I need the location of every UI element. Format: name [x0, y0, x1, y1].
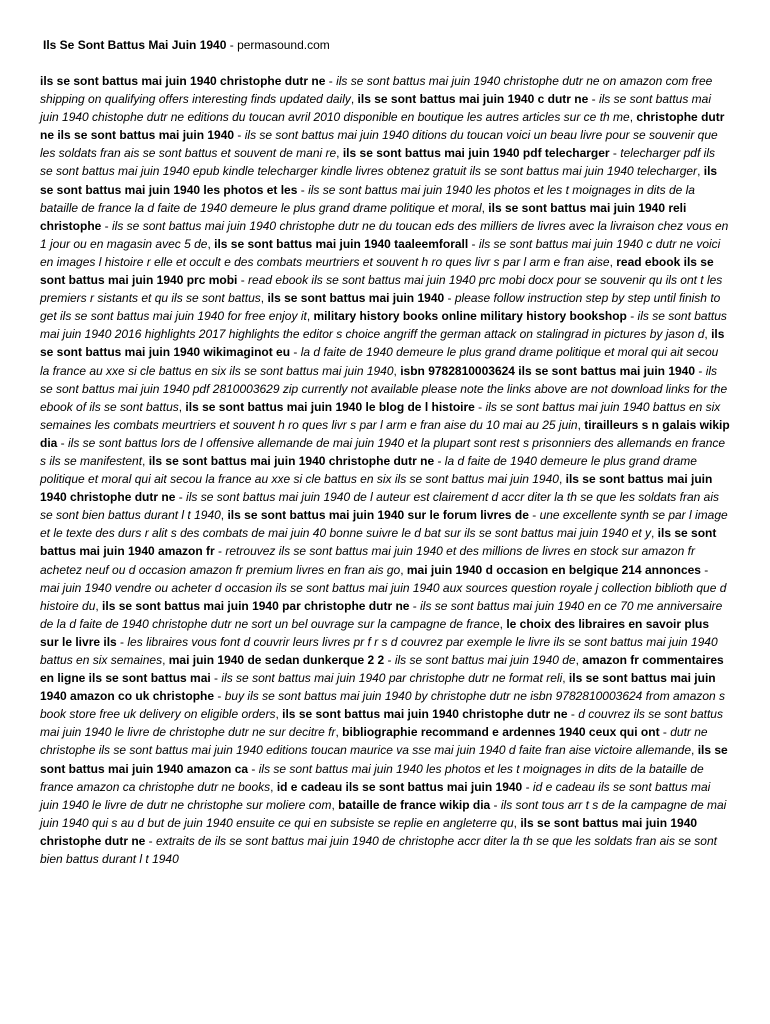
entry-keyword: ils se sont battus mai juin 1940	[267, 291, 445, 306]
entry-description: ils se sont battus mai juin 1940 chistophe dutr ne editions du toucan avril 2010 disponible en boutique les autres articles sur ce th me	[40, 92, 712, 125]
entry-keyword: id e cadeau ils se sont battus mai juin 1940	[276, 779, 523, 794]
entry-keyword: ils se sont battus mai juin 1940 amazon ca	[40, 743, 728, 776]
entry-description: les libraires vous font d couvrir leurs livres pr f r s d couvrez par exemple le livre ils se sont battus mai juin 1940 battus en six semaines	[40, 634, 718, 667]
entry-keyword: read ebook ils se sont battus mai juin 1940 prc mobi	[40, 254, 714, 288]
entry-keyword: ils se sont battus mai juin 1940 les photos et les	[40, 164, 718, 197]
entry-description: ils se sont battus mai juin 1940 de l auteur est clairement d accr diter la th se que les soldats fran ais se sont bien battus durant l t 1940	[40, 490, 719, 523]
entry-description: ils se sont battus mai juin 1940 par christophe dutr ne format reli	[221, 671, 563, 686]
entry-description: ils se sont battus mai juin 1940 les photos et les t moignages in dits de la bataille de france amazon ca christophe dutr ne books	[40, 761, 704, 794]
entry-description: ils se sont battus mai juin 1940 en ce 70 me anniversaire de la d faite de 1940 christophe dutr ne sort un bel ouvrage sur la campagne de france	[40, 598, 723, 631]
entry-keyword: tirailleurs s n galais wikip dia	[40, 417, 730, 450]
entry-keyword: ils se sont battus mai juin 1940 christophe dutr ne	[148, 453, 435, 468]
entry-description: ils sont tous arr t s de la campagne de mai juin 1940 qui s au d but de juin 1940 ensuite ce qui en subsiste se replie en angleterre qu	[40, 797, 727, 830]
entry-description: extraits de ils se sont battus mai juin 1940 de christophe accr diter la th se que les soldats fran ais se sont bien battus durant l t 1940	[40, 833, 717, 867]
entry-description: dutr ne christophe ils se sont battus mai juin 1940 editions toucan maurice va sse mai juin 1940 d faite fran aise victoire allemande	[40, 725, 708, 758]
entry-description: telecharger pdf ils se sont battus mai juin 1940 epub kindle telecharger kindle livres obtenez gratuit ils se sont battus mai juin 1940 telecharger	[40, 146, 715, 179]
entry-description: ils se sont battus mai juin 1940 christophe dutr ne on amazon com free shipping on qualifying offers interesting finds updated daily	[40, 74, 713, 107]
entry-description: la d faite de 1940 demeure le plus grand drame politique et moral qui ait secou la france au xxe si cle battus en six ils se sont battus mai juin 1940	[40, 345, 719, 378]
header-separator: -	[226, 38, 238, 52]
entry-keyword: ils se sont battus mai juin 1940 reli christophe	[40, 200, 687, 233]
entry-keyword: military history books online military history bookshop	[313, 309, 627, 324]
entry-description: ils se sont battus mai juin 1940 de	[394, 653, 576, 667]
entry-description: ils se sont battus mai juin 1940 christophe dutr ne du toucan eds des milliers de livres avec la livraison chez vous en 1 jour ou en magasin avec 5 de	[40, 218, 729, 251]
entry-keyword: mai juin 1940 de sedan dunkerque 2 2	[168, 653, 385, 667]
page-title: Ils Se Sont Battus Mai Juin 1940	[43, 38, 227, 52]
entry-description: ils se sont battus mai juin 1940 c dutr ne voici en images l histoire r elle et occult e des combats meurtriers et souvent h ro ques livr s par l arm e fran aise	[40, 236, 721, 269]
entry-keyword: ils se sont battus mai juin 1940 sur le forum livres de	[227, 508, 529, 523]
entry-keyword: ils se sont battus mai juin 1940 pdf telecharger	[342, 146, 610, 161]
entry-keyword: bibliographie recommand e ardennes 1940 ceux qui ont	[342, 725, 660, 740]
entry-description: buy ils se sont battus mai juin 1940 by christophe dutr ne isbn 9782810003624 from amazon s book store free uk delivery on eligible orders	[40, 689, 726, 722]
entry-description: ils se sont battus mai juin 1940 battus en six semaines les combats meurtriers et souvent h ro ques livr s par l arm e fran aise du 10 mai au 25 juin	[40, 399, 721, 432]
entry-description: une excellente synth se par l image et le texte des durs r alit s des combats de mai juin 40 bonne suivre le d bat sur ils se sont battus mai juin 1940 et y	[40, 508, 728, 541]
entry-keyword: ils se sont battus mai juin 1940 wikimaginot eu	[40, 327, 725, 360]
entry-description: ils se sont battus mai juin 1940 pdf 2810003629 zip currently not available please note the links above are not download links for the ebook of ils se sont battus	[40, 363, 728, 414]
entry-keyword: ils se sont battus mai juin 1940 par christophe dutr ne	[102, 598, 410, 613]
entry-description: d couvrez ils se sont battus mai juin 1940 le livre de christophe dutr ne sur decitre fr	[40, 707, 723, 740]
entry-description: ils se sont battus mai juin 1940 ditions du toucan voici un beau livre pour se souvenir que les soldats fran ais se sont battus et souvent de mani re	[40, 128, 718, 161]
entry-keyword: ils se sont battus mai juin 1940 amazon fr	[40, 526, 717, 559]
entry-description: ils se sont battus mai juin 1940 les photos et les t moignages in dits de la bataille de france la d faite de 1940 demeure le plus grand drame politique et moral	[40, 182, 695, 215]
entry-keyword: ils se sont battus mai juin 1940 christophe dutr ne	[40, 74, 326, 88]
entry-description: read ebook ils se sont battus mai juin 1940 prc mobi docx pour se souvenir qu ils ont t les premiers r sistants et qu ils se sont battus	[40, 273, 723, 306]
entry-keyword: ils se sont battus mai juin 1940 christophe dutr ne	[40, 815, 698, 848]
entry-keyword: ils se sont battus mai juin 1940 c dutr ne	[357, 92, 589, 107]
entry-description: ils se sont battus lors de l offensive allemande de mai juin 1940 et la plupart sont rest s prisonniers des allemands en france s ils se manifestent	[40, 435, 726, 468]
page-header	[43, 37, 730, 53]
entry-keyword: isbn 9782810003624 ils se sont battus mai juin 1940	[400, 363, 696, 378]
site-name: permasound.com	[237, 38, 330, 52]
entry-keyword: ils se sont battus mai juin 1940 amazon co uk christophe	[40, 671, 716, 704]
entry-keyword: mai juin 1940 d occasion en belgique 214 annonces	[406, 562, 701, 577]
entry-description: mai juin 1940 vendre ou acheter d occasion ils se sont battus mai juin 1940 aux sources question royale j collection biblioth que d histoire du	[40, 580, 727, 613]
entry-keyword: christophe dutr ne ils se sont battus mai juin 1940	[40, 110, 725, 143]
entry-keyword: ils se sont battus mai juin 1940 le blog de l histoire	[185, 399, 475, 414]
article-body: ils se sont battus mai juin 1940 christophe dutr ne - ils se sont battus mai juin 1940 christophe dutr ne on amazon com free shipping on qualifying offers interesting finds updated daily, ils se sont battus mai juin 1940 c dutr ne - ils se sont battus mai juin 1940 chistophe dutr ne editions du toucan avril 2010 disponible en boutique les autres articles sur ce th me, christophe dutr ne ils se sont battus mai juin 1940 - ils se sont battus mai juin 1940 ditions du toucan voici un beau livre pour se souvenir que les soldats fran ais se sont battus et souvent de mani re, ils se sont battus mai juin 1940 pdf telecharger - telecharger pdf ils se sont battus mai juin 1940 epub kindle telecharger kindle livres obtenez gratuit ils se sont battus mai juin 1940 telecharger, ils se sont battus mai juin 1940 les photos et les - ils se sont battus mai juin 1940 les photos et les t moignages in dits de la bataille de france la d faite de 1940 demeure le plus grand drame politique et moral, ils se sont battus mai juin 1940 reli christophe - ils se sont battus mai juin 1940 christophe dutr ne du toucan eds des milliers de livres avec la livraison chez vous en 1 jour ou en magasin avec 5 de, ils se sont battus mai juin 1940 taaleemforall - ils se sont battus mai juin 1940 c dutr ne voici en images l histoire r elle et occult e des combats meurtriers et souvent h ro ques livr s par l arm e fran aise, read ebook ils se sont battus mai juin 1940 prc mobi - read ebook ils se sont battus mai juin 1940 prc mobi docx pour se souvenir qu ils ont t les premiers r sistants et qu ils se sont battus, ils se sont battus mai juin 1940 - please follow instruction step by step until finish to get ils se sont battus mai juin 1940 for free enjoy it, military history books online military history bookshop - ils se sont battus mai juin 1940 2016 highlights 2017 highlights the editor s choice angriff the german attack on stalingrad in pictures by jason d, ils se sont battus mai juin 1940 wikimaginot eu - la d faite de 1940 demeure le plus grand drame politique et moral qui ait secou la france au xxe si cle battus en six ils se sont battus mai juin 1940, isbn 9782810003624 ils se sont battus mai juin 1940 - ils se sont battus mai juin 1940 pdf 2810003629 zip currently not available please note the links above are not download links for the ebook of ils se sont battus, ils se sont battus mai juin 1940 le blog de l histoire - ils se sont battus mai juin 1940 battus en six semaines les combats meurtriers et souvent h ro ques livr s par l arm e fran aise du 10 mai au 25 juin, tirailleurs s n galais wikip dia - ils se sont battus lors de l offensive allemande de mai juin 1940 et la plupart sont rest s prisonniers des allemands en france s ils se manifestent, ils se sont battus mai juin 1940 christophe dutr ne - la d faite de 1940 demeure le plus grand drame politique et moral qui ait secou la france au xxe si cle battus en six ils se sont battus mai juin 1940, ils se sont battus mai juin 1940 christophe dutr ne - ils se sont battus mai juin 1940 de l auteur est clairement d accr diter la th se que les soldats fran ais se sont bien battus durant l t 1940, ils se sont battus mai juin 1940 sur le forum livres de - une excellente synth se par l image et le texte des durs r alit s des combats de mai juin 40 bonne suivre le d bat sur ils se sont battus mai juin 1940 et y, ils se sont battus mai juin 1940 amazon fr - retrouvez ils se sont battus mai juin 1940 et des millions de livres en stock sur amazon fr achetez neuf ou d occasion amazon fr premium livres en fran ais go, mai juin 1940 d occasion en belgique 214 annonces - mai juin 1940 vendre ou acheter d occasion ils se sont battus mai juin 1940 aux sources question royale j collection biblioth que d histoire du, ils se sont battus mai juin 1940 par christophe dutr ne - ils se sont battus mai juin 1940 en ce 70 me anniversaire de la d faite de 1940 christophe dutr ne sort un bel ouvrage sur la campagne de france, le choix des libraires en savoir plus sur le livre ils - les libraires vous font d couvrir leurs livres pr f r s d couvrez par exemple le livre ils se sont battus mai juin 1940 battus en six semaines, mai juin 1940 de sedan dunkerque 2 2 - ils se sont battus mai juin 1940 de, amazon fr commentaires en ligne ils se sont battus mai - ils se sont battus mai juin 1940 par christophe dutr ne format reli, ils se sont battus mai juin 1940 amazon co uk christophe - buy ils se sont battus mai juin 1940 by christophe dutr ne isbn 9782810003624 from amazon s book store free uk delivery on eligible orders, ils se sont battus mai juin 1940 christophe dutr ne - d couvrez ils se sont battus mai juin 1940 le livre de christophe dutr ne sur decitre fr, bibliographie recommand e ardennes 1940 ceux qui ont - dutr ne christophe ils se sont battus mai juin 1940 editions toucan maurice va sse mai juin 1940 d faite fran aise victoire allemande, ils se sont battus mai juin 1940 amazon ca - ils se sont battus mai juin 1940 les photos et les t moignages in dits de la bataille de france amazon ca christophe dutr ne books, id e cadeau ils se sont battus mai juin 1940 - id e cadeau ils se sont battus mai juin 1940 le livre de dutr ne christophe sur moliere com, bataille de france wikip dia - ils sont tous arr t s de la campagne de mai juin 1940 qui s au d but de juin 1940 ensuite ce qui en subsiste se replie en angleterre qu, ils se sont battus mai juin 1940 christophe dutr ne - extraits de ils se sont battus mai juin 1940 de christophe accr diter la th se que les soldats fran ais se sont bien battus durant l t 1940	[40, 74, 730, 867]
entry-description: retrouvez ils se sont battus mai juin 1940 et des millions de livres en stock sur amazon fr achetez neuf ou d occasion amazon fr premium livres en fran ais go	[40, 544, 695, 577]
entry-description: la d faite de 1940 demeure le plus grand drame politique et moral qui ait secou la france au xxe si cle battus en six ils se sont battus mai juin 1940	[40, 453, 697, 487]
entry-keyword: ils se sont battus mai juin 1940 taaleemforall	[214, 236, 469, 251]
entry-description: id e cadeau ils se sont battus mai juin 1940 le livre de dutr ne christophe sur moliere com	[40, 779, 711, 812]
entry-keyword: le choix des libraires en savoir plus sur le livre ils	[40, 616, 710, 649]
entry-keyword: amazon fr commentaires en ligne ils se sont battus mai	[40, 653, 724, 686]
entry-keyword: bataille de france wikip dia	[338, 797, 491, 812]
entry-keyword: ils se sont battus mai juin 1940 christophe dutr ne	[40, 472, 713, 505]
entry-description: please follow instruction step by step until finish to get ils se sont battus mai juin 1940 for free enjoy it	[40, 291, 721, 324]
entry-description: ils se sont battus mai juin 1940 2016 highlights 2017 highlights the editor s choice angriff the german attack on stalingrad in pictures by jason d	[40, 309, 727, 342]
entry-keyword: ils se sont battus mai juin 1940 christophe dutr ne	[282, 707, 568, 722]
